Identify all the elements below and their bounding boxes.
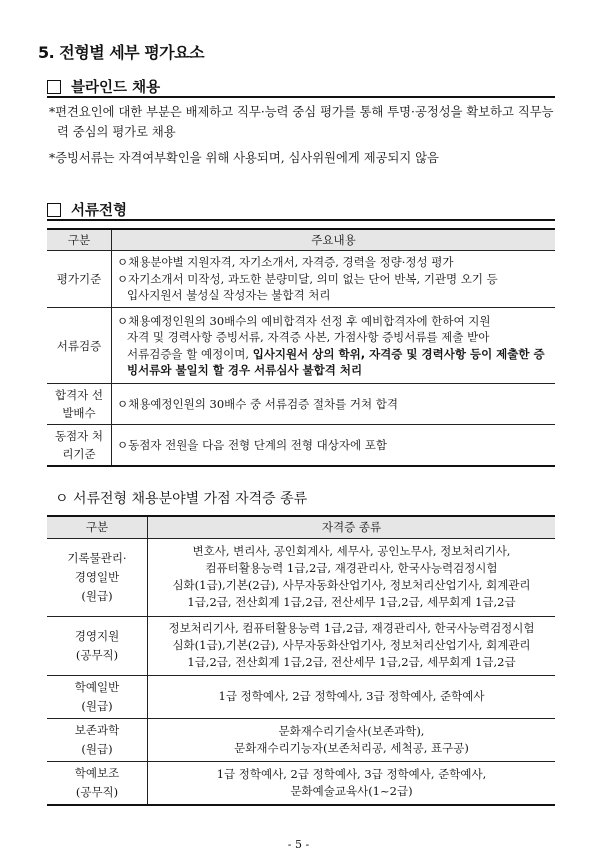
content-line: 심화(1급),기본(2급), 사무자동화산업기사, 정보처리산업기사, 회계관리 [172,578,531,592]
bonus-heading: ㅇ 서류전형 채용분야별 가점 자격증 종류 [55,491,308,507]
screening-heading-text: 서류전형 [71,203,128,219]
table-row [47,675,555,718]
table-row [47,425,555,467]
key-line: (공무직) [75,784,119,799]
bold-notice: 입사지원서 상의 학위, 자격증 및 경력사항 등이 제출한 증빙서류와 불일치 할 경우 서류심사 불합격 처리 [127,346,545,377]
row-key: 합격자 선발배수 [47,384,112,425]
content-line: 문화예술교육사(1~2급) [290,783,413,798]
content-line: 심화(1급),기본(2급), 사무자동화산업기사, 정보처리산업기사, 회계관리 [172,638,531,652]
table-row [47,384,555,425]
row-key [47,761,148,805]
bonus-table [47,515,555,806]
content-line: ㅇ채용예정인원의 30배수의 예비합격자 선정 후 예비합격자에 한하여 지원 [117,313,491,328]
row-content: ㅇ동점자 전원을 다음 전형 단계의 전형 대상자에 포함 [112,425,556,467]
blind-bullet-1: *편견요인에 대한 부분은 배제하고 직무·능력 중심 평가를 통해 투명·공정성을 확보하고 직무능력 중심의 평가로 채용 [49,105,554,139]
row-content [148,616,556,675]
key-line: (원급) [81,741,113,756]
key-line: (공무직) [75,647,119,662]
table-row [47,251,555,308]
key-line: 기록물관리· [67,550,127,565]
content-text: 서류검증을 할 예정이며, [127,346,253,361]
row-key: 서류검증 [47,308,112,384]
blind-heading-text: 블라인드 채용 [71,80,161,96]
checkbox-square-icon [47,203,61,217]
key-line: 보존과학 [74,722,120,737]
row-content [148,538,556,616]
col-header-certs: 자격증 종류 [148,516,556,538]
content-line: 입사지원서 불성실 작성자는 불합격 처리 [127,288,331,303]
table-header-row [47,516,555,538]
content-line: 변호사, 변리사, 공인회계사, 세무사, 공인노무사, 정보처리기사, [192,544,511,558]
content-line: ㅇ자기소개서 미작성, 과도한 분량미달, 의미 없는 단어 반복, 기관명 오기 등 [117,271,498,286]
screening-heading [47,199,127,220]
table-header-row [47,229,555,251]
row-key: 평가기준 [47,251,112,308]
row-key [47,616,148,675]
content-line: 정보처리기사, 컴퓨터활용능력 1급,2급, 재경관리사, 한국사능력검정시험 [168,621,535,635]
key-line: 경영일반 [74,569,120,584]
content-line: 1급,2급, 전산회계 1급,2급, 전산세무 1급,2급, 세무회계 1급,2급 [187,655,516,669]
key-line: (원급) [81,588,113,603]
content-line [117,346,550,379]
col-header-category: 구분 [47,229,112,251]
table-row [47,538,555,616]
key-line: 경영지원 [74,628,120,643]
screening-table [47,228,555,467]
key-line: 학예일반 [74,679,120,694]
table-row [47,718,555,761]
row-content: 1급 정학예사, 2급 정학예사, 3급 정학예사, 준학예사 [148,675,556,718]
screening-rule [47,219,555,221]
section-title: 5. 전형별 세부 평가요소 [38,43,205,62]
blind-rule [47,96,555,98]
blind-bullet-2: *증빙서류는 자격여부확인을 위해 사용되며, 심사위원에게 제공되지 않음 [49,151,439,165]
col-header-content: 주요내용 [112,229,556,251]
row-key: 동점자 처리기준 [47,425,112,467]
key-line: (원급) [81,698,113,713]
row-content [112,251,556,308]
row-content [112,308,556,384]
content-line: 1급,2급, 전산회계 1급,2급, 전산세무 1급,2급, 세무회계 1급,2급 [187,595,516,609]
content-line: 1급 정학예사, 2급 정학예사, 3급 정학예사, 준학예사, [216,766,487,781]
key-line: 학예보조 [74,765,120,780]
table-row [47,761,555,805]
col-header-category: 구분 [47,516,148,538]
blind-heading [47,76,160,97]
page-number: - 5 - [287,838,310,851]
row-key [47,675,148,718]
row-key [47,538,148,616]
blind-bullets [49,102,559,170]
table-row [47,616,555,675]
content-line: 문화재수리기술사(보존과학), [278,723,425,738]
row-content [148,761,556,805]
row-key [47,718,148,761]
content-line: 자격 및 경력사항 증빙서류, 자격증 사본, 가점사항 증빙서류를 제출 받아 [127,330,490,344]
row-content: ㅇ채용예정인원의 30배수 중 서류검증 절차를 거쳐 합격 [112,384,556,425]
row-content [148,718,556,761]
checkbox-square-icon [47,80,61,94]
content-line: 문화재수리기능자(보존처리공, 세척공, 표구공) [234,740,469,755]
table-row [47,308,555,384]
content-line: 컴퓨터활용능력 1급,2급, 재경관리사, 한국사능력검정시험 [205,561,498,575]
content-line: ㅇ채용분야별 지원자격, 자기소개서, 자격증, 경력을 정량·정성 평가 [117,255,454,270]
